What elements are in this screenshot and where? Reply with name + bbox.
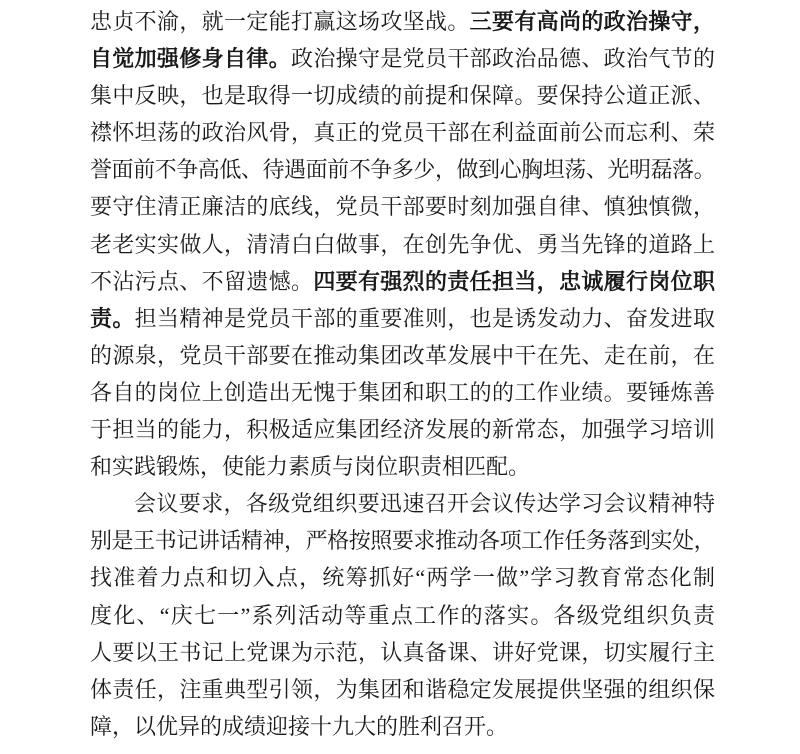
text-line-5 [90,151,715,188]
text-line-18 [90,634,715,671]
text-run: 找准着力点和切入点，统筹抓好“两学一做”学习教育常态化制 [90,565,715,591]
text-run: 体责任，注重典型引领，为集团和谐稳定发展提供坚强的组织保 [90,676,715,702]
text-run: 的源泉，党员干部要在推动集团改革发展中干在先、走在前，在 [90,342,715,368]
bold-text-run: 四要有强烈的责任担当，忠诚履行岗位职 [313,268,715,294]
text-line-11 [90,374,715,411]
document-text-block [90,3,715,745]
text-run: 集中反映，也是取得一切成绩的前提和保障。要保持公道正派、 [90,83,715,109]
text-line-3 [90,77,715,114]
text-line-4 [90,114,715,151]
text-run: 誉面前不争高低、待遇面前不争多少，做到心胸坦荡、光明磊落。 [90,157,715,183]
text-line-7 [90,226,715,263]
text-run: 度化、“庆七一”系列活动等重点工作的落实。各级党组织负责 [90,602,715,628]
text-line-15 [90,522,715,559]
text-line-9 [90,300,715,337]
text-line-10 [90,337,715,374]
text-run: 各自的岗位上创造出无愧于集团和职工的的工作业绩。要锤炼善 [90,379,715,405]
text-run: 政治操守是党员干部政治品德、政治气节的 [291,46,715,72]
text-run: 和实践锻炼，使能力素质与岗位职责相匹配。 [90,454,531,480]
text-line-12 [90,411,715,448]
text-line-2 [90,40,715,77]
text-run: 别是王书记讲话精神，严格按照要求推动各项工作任务落到实处， [90,528,715,554]
text-line-20 [90,708,715,745]
text-run: 担当精神是党员干部的重要准则，也是诱发动力、奋发进取 [134,305,715,331]
text-line-17 [90,597,715,634]
text-line-6 [90,188,715,225]
text-line-14 [90,485,715,522]
text-run: 忠贞不渝，就一定能打赢这场攻坚战。 [90,9,470,34]
text-line-13 [90,448,715,485]
text-run: 不沾污点、不留遗憾。 [90,268,314,294]
bold-text-run: 责。 [90,305,135,331]
text-run: 要守住清正廉洁的底线，党员干部要时刻加强自律、慎独慎微， [90,194,715,220]
text-run: 于担当的能力，积极适应集团经济发展的新常态，加强学习培训 [90,417,715,443]
text-line-1 [90,3,715,40]
text-run: 襟怀坦荡的政治风骨，真正的党员干部在利益面前公而忘利、荣 [90,120,715,146]
bold-text-run: 自觉加强修身自律。 [90,46,291,72]
bold-text-run: 三要有高尚的政治操守， [469,9,715,34]
text-run: 障，以优异的成绩迎接十九大的胜利召开。 [90,713,509,739]
text-line-8 [90,263,715,300]
text-run: 老老实实做人，清清白白做事，在创先争优、勇当先锋的道路上 [90,231,715,257]
text-line-16 [90,559,715,596]
text-run: 会议要求，各级党组织要迅速召开会议传达学习会议精神特 [134,491,715,517]
text-line-19 [90,671,715,708]
text-run: 人要以王书记上党课为示范，认真备课、讲好党课，切实履行主 [90,639,715,665]
